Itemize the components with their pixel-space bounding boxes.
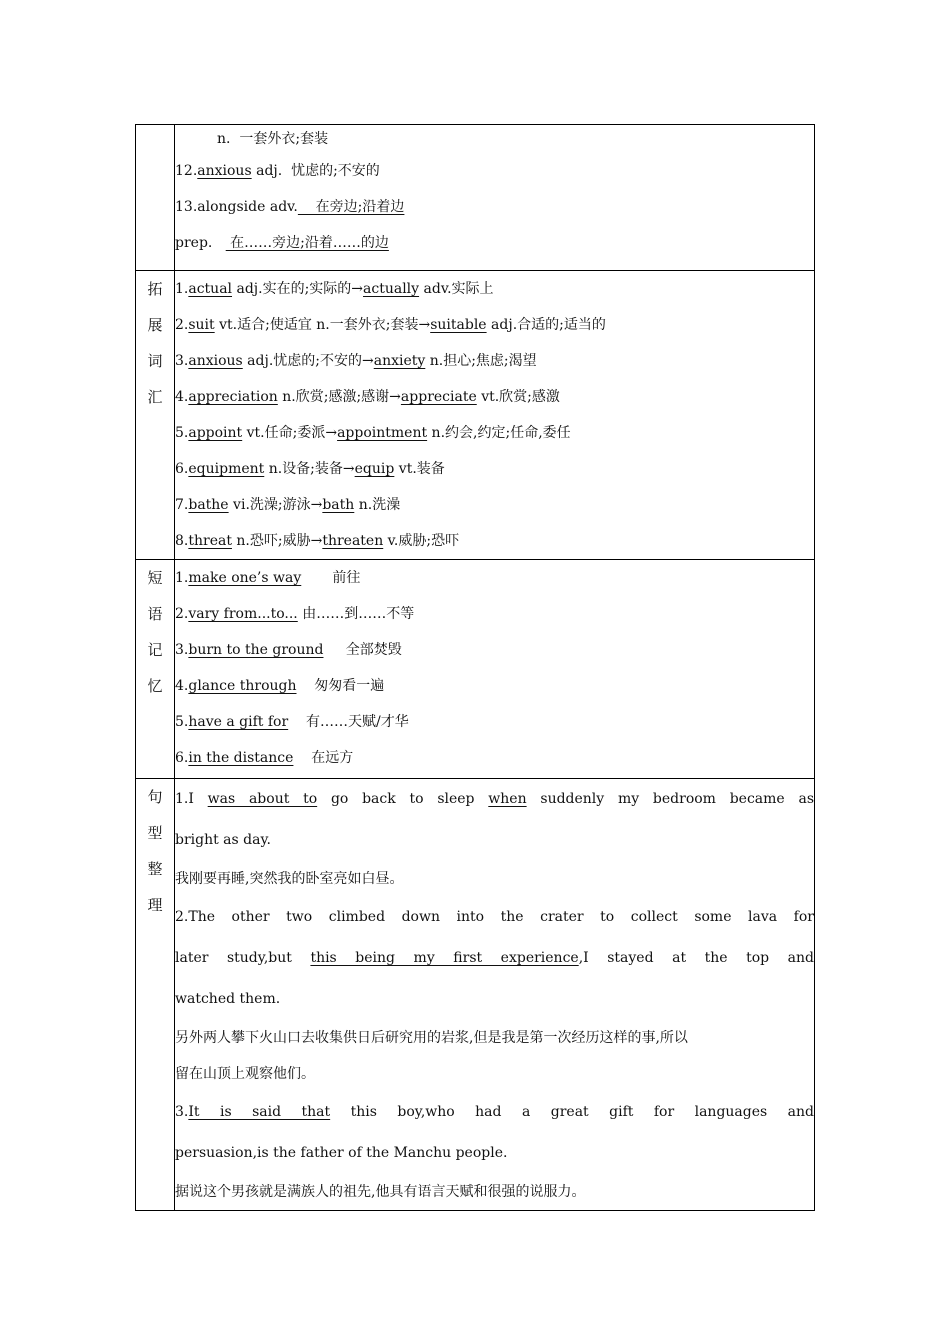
answer-blank: vary from...to... (188, 606, 298, 622)
section-label-char: 整 (147, 860, 163, 878)
line-text: 匆匆看一遍 (296, 678, 385, 694)
content-line (175, 343, 814, 379)
line-text: n.欣赏;感激;感谢→ (277, 389, 401, 405)
section-sentences-row (136, 779, 815, 1211)
answer-blank: anxious (197, 163, 252, 179)
line-text: prep. (175, 235, 226, 251)
section-label-char: 理 (147, 896, 163, 914)
line-text: 留在山顶上观察他们。 (175, 1066, 315, 1082)
content-line (175, 125, 814, 153)
line-text: 6. (175, 750, 189, 766)
content-line (175, 979, 814, 1020)
line-text: vt.装备 (394, 461, 445, 477)
content-line (175, 779, 814, 820)
line-text: 另外两人攀下火山口去收集供日后研究用的岩浆,但是我是第一次经历这样的事,所以 (175, 1030, 688, 1046)
answer-blank: bath (322, 497, 355, 513)
line-text: suddenly my bedroom became as (526, 791, 815, 807)
line-text: v.威胁;恐吓 (383, 533, 460, 549)
answer-blank: actual (188, 281, 233, 297)
content-line (175, 1133, 814, 1174)
line-text: adj.合适的;适当的 (486, 317, 606, 333)
content-line (175, 271, 814, 307)
answer-blank: anxiety (373, 353, 426, 369)
section-label-char: 展 (147, 316, 163, 334)
line-text: 4. (175, 389, 189, 405)
content-line (175, 668, 814, 704)
content-line (175, 861, 814, 897)
line-text: 8. (175, 533, 189, 549)
content-line (175, 704, 814, 740)
answer-blank: have a gift for (188, 714, 289, 730)
line-text: n.约会,约定;任命,委任 (427, 425, 571, 441)
answer-blank: anxious (188, 353, 243, 369)
line-text: adj.实在的;实际的→ (232, 281, 364, 297)
section-label-char: 词 (147, 352, 163, 370)
content-line (175, 415, 814, 451)
answer-blank: suitable (430, 317, 487, 333)
line-text: 4. (175, 678, 189, 694)
answer-blank: 在旁边;沿着边 (297, 199, 405, 215)
line-text: 1. (175, 570, 189, 586)
section-label-char: 语 (147, 605, 163, 623)
vocabulary-table (135, 124, 815, 1211)
line-text: 前往 (301, 570, 361, 586)
answer-blank: in the distance (188, 750, 294, 766)
line-text: adj. 忧虑的;不安的 (251, 163, 380, 179)
answer-blank: 在……旁边;沿着……的边 (225, 235, 389, 251)
line-text: n.设备;装备→ (264, 461, 355, 477)
line-text: 我刚要再睡,突然我的卧室亮如白昼。 (175, 871, 404, 887)
section-phrases-label (136, 560, 175, 779)
content-line (175, 1092, 814, 1133)
line-text: persuasion,is the father of the Manchu people. (175, 1145, 508, 1161)
line-text: 5. (175, 425, 189, 441)
answer-blank: threat (188, 533, 232, 549)
line-text: 12. (175, 163, 198, 179)
answer-blank: appreciation (188, 389, 278, 405)
answer-blank: make one’s way (188, 570, 302, 586)
content-line (175, 820, 814, 861)
answer-blank: equip (354, 461, 395, 477)
section-phrases-row (136, 560, 815, 779)
answer-blank: appoint (188, 425, 243, 441)
section-label-char: 记 (147, 641, 163, 659)
line-text: later study,but (175, 950, 311, 966)
line-text: n. 一套外衣;套装 (217, 131, 329, 147)
line-text: 全部焚毁 (323, 642, 402, 658)
line-text: 有……天赋/才华 (288, 714, 409, 730)
section-sentences-label-chars (136, 779, 174, 923)
line-text: bright as day. (175, 832, 271, 848)
answer-blank: actually (363, 281, 420, 297)
content-line (175, 1174, 814, 1210)
line-text: 3. (175, 353, 189, 369)
answer-blank: It is said that (188, 1104, 331, 1120)
content-line (175, 596, 814, 632)
content-line (175, 451, 814, 487)
section-sentences-label (136, 779, 175, 1211)
content-line (175, 523, 814, 559)
content-line (175, 1020, 814, 1056)
line-text: vt.适合;使适宜 n.一套外衣;套装→ (214, 317, 431, 333)
line-text: vt.欣赏;感激 (476, 389, 560, 405)
answer-blank: appointment (337, 425, 428, 441)
line-text: 据说这个男孩就是满族人的祖先,他具有语言天赋和很强的说服力。 (175, 1184, 586, 1200)
section-label-char: 句 (147, 788, 163, 806)
section-phrases-content (175, 560, 815, 779)
section-expand-row (136, 271, 815, 560)
line-text: 5. (175, 714, 189, 730)
section-top-label (136, 125, 175, 271)
content-line (175, 189, 814, 225)
content-line (175, 153, 814, 189)
answer-blank: appreciate (400, 389, 477, 405)
section-expand-label (136, 271, 175, 560)
line-text: 2. (175, 606, 189, 622)
line-text: 在远方 (293, 750, 354, 766)
section-label-char: 拓 (147, 280, 163, 298)
section-sentences-content (175, 779, 815, 1211)
answer-blank: when (488, 791, 527, 807)
content-line (175, 487, 814, 523)
section-label-char: 忆 (147, 677, 163, 695)
section-phrases-label-chars (136, 560, 174, 704)
section-label-char: 型 (147, 824, 163, 842)
line-text: n.洗澡 (354, 497, 401, 513)
line-text: 1.I (175, 791, 208, 807)
section-label-char: 汇 (147, 388, 163, 406)
line-text: 6. (175, 461, 189, 477)
content-line (175, 938, 814, 979)
answer-blank: threaten (322, 533, 384, 549)
line-text: go back to sleep (317, 791, 489, 807)
answer-blank: was about to (207, 791, 318, 807)
answer-blank: burn to the ground (188, 642, 324, 658)
content-line (175, 379, 814, 415)
section-expand-label-chars (136, 271, 174, 415)
section-label-char: 短 (147, 569, 163, 587)
line-text: 3. (175, 1104, 189, 1120)
line-text: adj.忧虑的;不安的→ (242, 353, 374, 369)
line-text: vt.任命;委派→ (242, 425, 338, 441)
answer-blank: glance through (188, 678, 297, 694)
answer-blank: equipment (188, 461, 265, 477)
line-text: adv.实际上 (419, 281, 494, 297)
line-text: n.恐吓;威胁→ (231, 533, 323, 549)
content-line (175, 307, 814, 343)
section-expand-content (175, 271, 815, 560)
line-text: 13.alongside adv. (175, 199, 298, 215)
answer-blank: this being my first experience (310, 950, 579, 966)
content-line (175, 1056, 814, 1092)
section-top-content (175, 125, 815, 271)
answer-blank: bathe (188, 497, 229, 513)
line-text: watched them. (175, 991, 281, 1007)
line-text: this boy,who had a great gift for languages and (330, 1104, 814, 1120)
line-text: 3. (175, 642, 189, 658)
content-line (175, 897, 814, 938)
section-top-row (136, 125, 815, 271)
content-line (175, 225, 814, 261)
line-text: 2. (175, 317, 189, 333)
content-line (175, 560, 814, 596)
line-text: n.担心;焦虑;渴望 (425, 353, 537, 369)
line-text: 2.The other two climbed down into the crater to collect some lava for (175, 909, 814, 925)
content-line (175, 632, 814, 668)
line-text: 1. (175, 281, 189, 297)
content-line (175, 740, 814, 776)
line-text: vi.洗澡;游泳→ (228, 497, 323, 513)
line-text: 由……到……不等 (297, 606, 415, 622)
answer-blank: suit (188, 317, 215, 333)
line-text: ,I stayed at the top and (578, 950, 814, 966)
line-text: 7. (175, 497, 189, 513)
